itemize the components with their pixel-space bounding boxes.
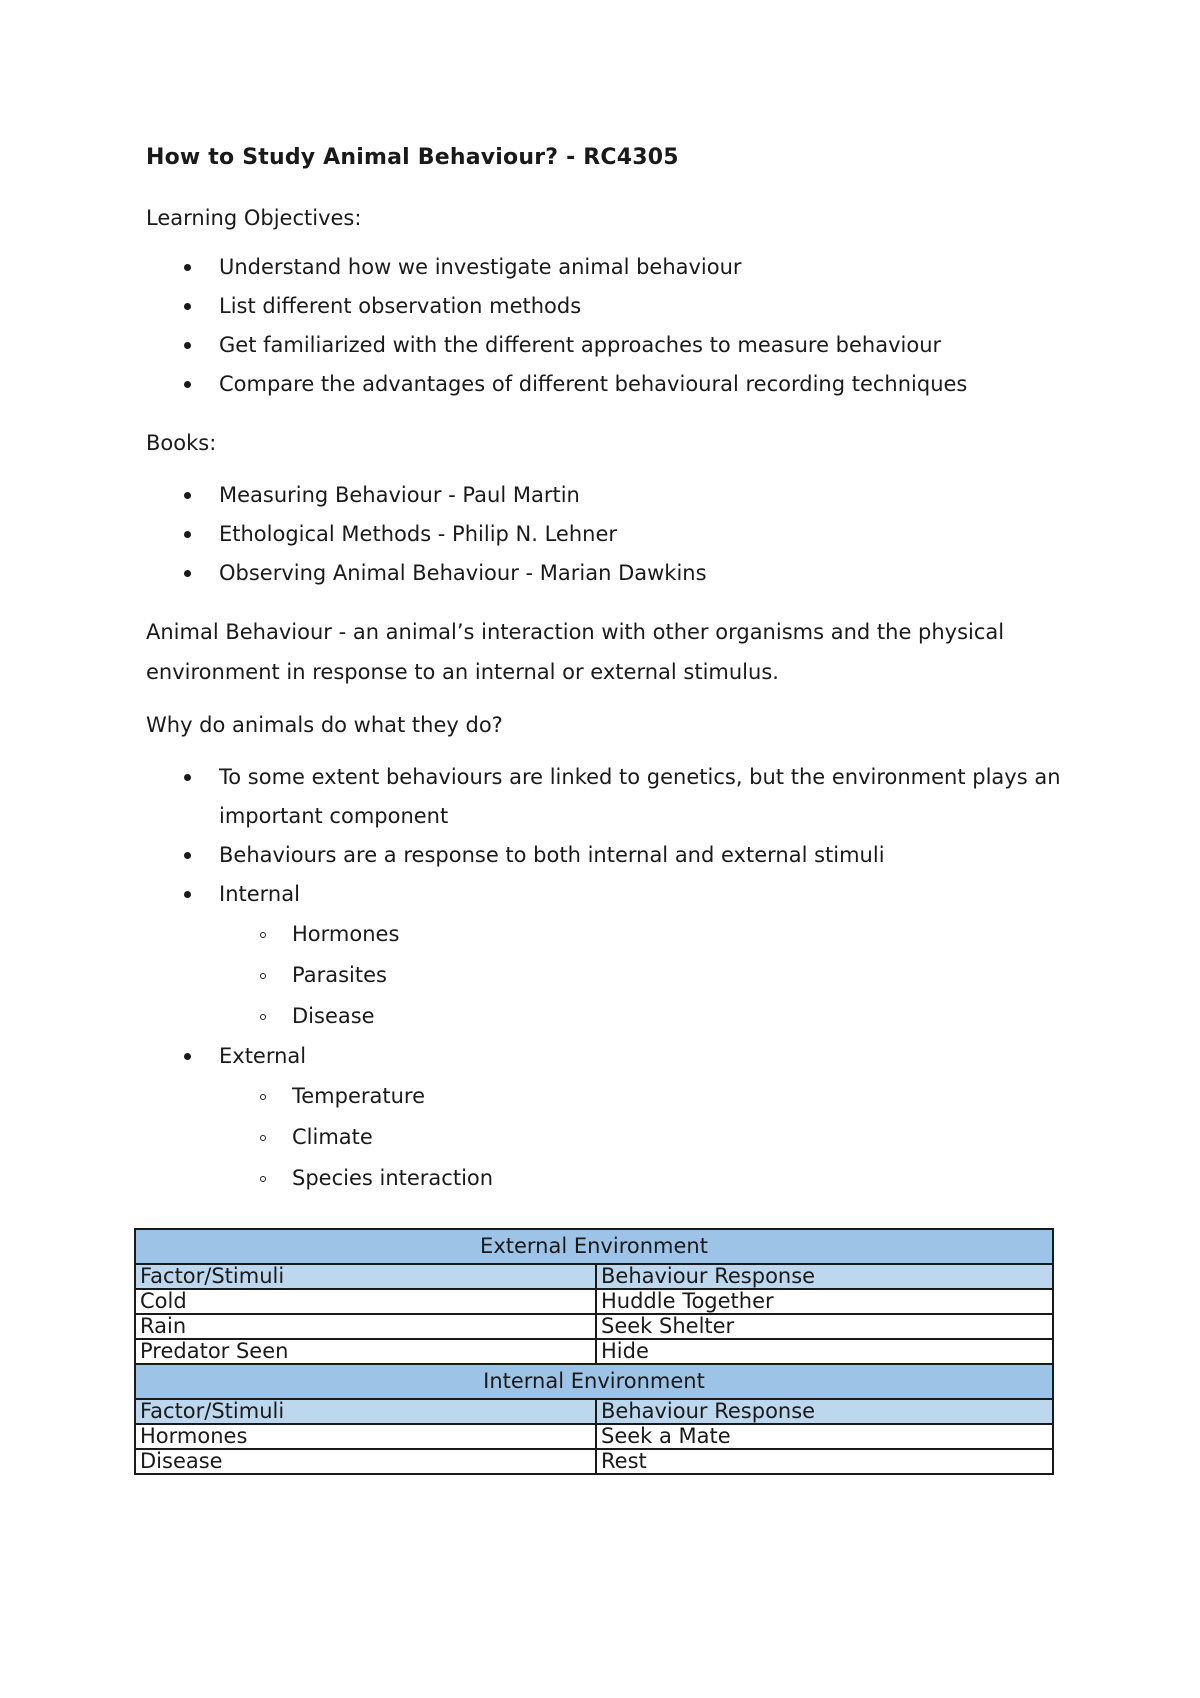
list-item: Disease <box>146 996 992 1037</box>
table-cell: Seek a Mate <box>596 1424 1053 1449</box>
table-section-row <box>135 1364 1053 1399</box>
table-section-row <box>135 1229 1053 1264</box>
books-list <box>146 476 1079 593</box>
list-item: List different observation methods <box>146 287 1079 326</box>
list-item: Compare the advantages of different behavioural recording techniques <box>146 365 1079 404</box>
table-cell: Hormones <box>135 1424 596 1449</box>
table-cell: Huddle Together <box>596 1289 1053 1314</box>
table-cell: Hide <box>596 1339 1053 1364</box>
table-cell: Seek Shelter <box>596 1314 1053 1339</box>
list-item: Hormones <box>146 914 992 955</box>
table-cell: Cold <box>135 1289 596 1314</box>
list-item: Internal Hormones Parasites Disease <box>146 875 1079 1037</box>
column-header-factor: Factor/Stimuli <box>135 1264 596 1289</box>
column-header-response: Behaviour Response <box>596 1264 1053 1289</box>
books-heading: Books: <box>146 431 217 455</box>
external-stimuli-list <box>146 1076 1079 1199</box>
bullet-icon <box>184 570 191 577</box>
internal-stimuli-list <box>146 914 1079 1037</box>
list-item: Get familiarized with the different approaches to measure behaviour <box>146 326 1079 365</box>
circle-bullet-icon <box>260 1176 266 1182</box>
why-heading: Why do animals do what they do? <box>146 713 503 737</box>
table-cell: Disease <box>135 1449 596 1474</box>
bullet-icon <box>184 492 191 499</box>
list-item: External Temperature Climate Species interaction <box>146 1037 1079 1199</box>
objectives-list <box>146 248 1079 404</box>
bullet-icon <box>184 774 191 781</box>
list-item: Temperature <box>146 1076 992 1117</box>
definition-paragraph: Animal Behaviour - an animal’s interaction with other organisms and the physical environment in response to an internal or external stimulus. <box>146 620 1005 684</box>
table-cell: Predator Seen <box>135 1339 596 1364</box>
list-item: Parasites <box>146 955 992 996</box>
circle-bullet-icon <box>260 1094 266 1100</box>
table-row <box>135 1289 1053 1314</box>
list-item: Measuring Behaviour - Paul Martin <box>146 476 1079 515</box>
bullet-icon <box>184 531 191 538</box>
table-row <box>135 1314 1053 1339</box>
circle-bullet-icon <box>260 973 266 979</box>
list-item: Behaviours are a response to both internal and external stimuli <box>146 836 1079 875</box>
internal-environment-title: Internal Environment <box>135 1364 1053 1399</box>
bullet-icon <box>184 342 191 349</box>
column-header-factor: Factor/Stimuli <box>135 1399 596 1424</box>
column-header-response: Behaviour Response <box>596 1399 1053 1424</box>
table-row <box>135 1339 1053 1364</box>
circle-bullet-icon <box>260 932 266 938</box>
bullet-icon <box>184 1053 191 1060</box>
bullet-icon <box>184 381 191 388</box>
document-title: How to Study Animal Behaviour? - RC4305 <box>146 145 679 170</box>
bullet-icon <box>184 303 191 310</box>
bullet-icon <box>184 891 191 898</box>
behaviour-table <box>134 1228 1054 1475</box>
list-item: Ethological Methods - Philip N. Lehner <box>146 515 1079 554</box>
table-cell: Rest <box>596 1449 1053 1474</box>
circle-bullet-icon <box>260 1135 266 1141</box>
circle-bullet-icon <box>260 1014 266 1020</box>
bullet-icon <box>184 852 191 859</box>
objectives-heading: Learning Objectives: <box>146 206 362 230</box>
table-row <box>135 1449 1053 1474</box>
bullet-icon <box>184 264 191 271</box>
table-cell: Rain <box>135 1314 596 1339</box>
list-item: Understand how we investigate animal behaviour <box>146 248 1079 287</box>
external-environment-title: External Environment <box>135 1229 1053 1264</box>
list-item: Observing Animal Behaviour - Marian Dawkins <box>146 554 1079 593</box>
table-row <box>135 1424 1053 1449</box>
list-item: To some extent behaviours are linked to genetics, but the environment plays an important component <box>146 758 1079 836</box>
why-list <box>146 758 1079 1199</box>
table-header-row <box>135 1264 1053 1289</box>
list-item: Climate <box>146 1117 992 1158</box>
list-item: Species interaction <box>146 1158 992 1199</box>
table-header-row <box>135 1399 1053 1424</box>
